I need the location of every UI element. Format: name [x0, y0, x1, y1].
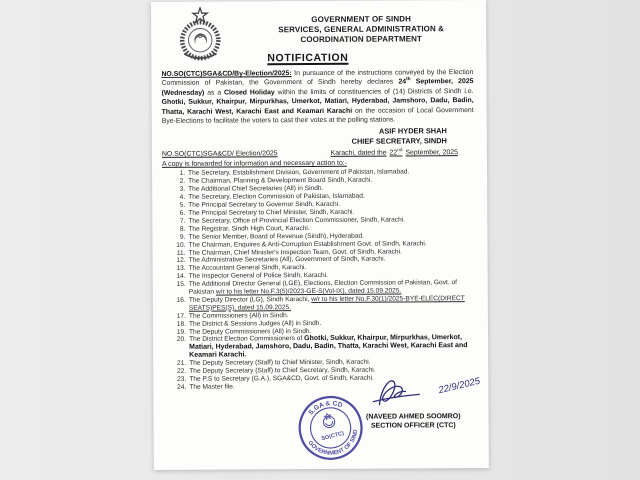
- list-item-text: The Commissioners (All) in Sindh.: [188, 311, 289, 320]
- svg-text:S.GA & CD: [306, 396, 345, 417]
- body-text-1: In pursuance of the instructions conveyed by the Election Commission of Pakistan, the Government of Sindh hereby declares: [161, 69, 474, 88]
- stamp-center-text: SO(CTC): [320, 430, 345, 443]
- list-item-text: The Registrar, Sindh High Court, Karachi.: [188, 224, 310, 233]
- distribution-list: [162, 168, 475, 391]
- signatory-name: ASIF HYDER SHAH: [379, 126, 447, 137]
- body-text-4: on the occasion of Local Government Bye-Elections to facilitate the voters to cast their votes at the polling stations.: [161, 106, 474, 125]
- list-item-text: The Additional Director General (LGE), Elections, Election Commission of Pakistan, Govt. of Pakistan: [188, 279, 458, 296]
- reference-dateline: [162, 148, 474, 159]
- dateline-day: 22nd: [389, 147, 403, 157]
- closed-holiday-text: Closed Holiday: [223, 89, 275, 97]
- list-item-text: w/r to his letter No.F.3(5)/2023-GE-S(Vol-IX), dated 15.09.2025.: [215, 287, 402, 296]
- body-text-2: as a: [204, 89, 225, 97]
- org-dept-line1: SERVICES, GENERAL ADMINISTRATION &: [278, 24, 445, 35]
- officer-block: [366, 412, 461, 431]
- notification-paragraph: [161, 68, 473, 126]
- list-item-text: The Principal Secretary to Governor Sindh, Karachi.: [188, 200, 340, 209]
- list-item-text: The District & Sessions Judges (All) in Sindh.: [188, 319, 322, 328]
- list-item-text: The P.S to Secretary (G.A.), SGA&CD, Govt. of Sindh, Karachi.: [189, 374, 374, 383]
- body-text-3: within the limits of constituencies of (14) Districts of Sindh i.e.: [274, 87, 474, 97]
- document-page: [151, 0, 489, 470]
- officer-title: SECTION OFFICER (CTC): [370, 422, 456, 430]
- list-item-text: The Accountant General Sindh, Karachi.: [188, 264, 307, 273]
- list-item-text: The District Election Commissioners of: [189, 335, 305, 344]
- distribution-list-item: [189, 295, 475, 313]
- list-item-text: The Additional Chief Secretaries (All) in Sindh.: [188, 185, 324, 194]
- list-item-text: The Deputy Director (LG), Sindh Karachi,: [188, 295, 312, 304]
- list-item-text: The Secretary, Establishment Division, Government of Pakistan, Islamabad.: [188, 168, 410, 178]
- list-item-text: w/r to his letter No.F.30(1)/2025-BYE-ELEC(DIRECT SEATS)PES(S), dated 15.09.2025.: [188, 295, 465, 312]
- list-item-text: The Secretary, Election Commission of Pakistan, Islamabad.: [188, 192, 365, 201]
- list-item-text: The Chairman, Planning & Development Board Sindh, Karachi.: [188, 176, 373, 186]
- list-item-text: The Chairman, Enquires & Anti-Corruption Establishment Govt. of Sindh, Karachi.: [188, 239, 427, 249]
- districts-list-text: Ghotki, Sukkur, Khairpur, Mirpurkhas, Umerkot, Matiari, Hyderabad, Jamshoro, Dadu, Badin, Thatta, Karachi West, Karachi East and Keamari Karachi: [161, 97, 474, 116]
- list-item-text: The Secretary, Office of Provincial Election Commissioner, Sindh, Karachi.: [188, 216, 406, 225]
- holiday-date: 24th September, 2025 (Wednesday): [161, 76, 474, 97]
- letterhead: [263, 14, 459, 45]
- org-name: GOVERNMENT OF SINDH: [311, 14, 411, 25]
- notification-title: NOTIFICATION: [267, 51, 349, 65]
- signatory-block: [162, 127, 447, 148]
- signature-date: 22/9/2025: [437, 375, 482, 397]
- stamp-top-text: S.GA & CD: [307, 400, 344, 417]
- copy-reference-number: NO.SO(CTC)SGA&CD/ Election/2025: [161, 150, 278, 159]
- list-item-text: The Senior Member, Board of Revenue (Sindh), Hyderabad.: [188, 232, 365, 241]
- list-item-text: The Chairman, Chief Minister's Inspection Team, Govt. of Sindh, Karachi.: [188, 247, 402, 257]
- dateline: Karachi, dated the 22nd September, 2025: [330, 147, 458, 158]
- org-dept-line2: COORDINATION DEPARTMENT: [300, 34, 423, 45]
- list-item-text: The Deputy Secretary (Staff) to Chief Minister, Sindh, Karachi.: [189, 358, 371, 367]
- list-item-text: Ghotki, Sukkur, Khairpur, Mirpurkhas, Umerkot, Matiari, Hyderabad, Jamshoro, Dadu, Badin, Thatta, Karachi West, Karachi East and Keamari Karachi.: [189, 334, 468, 360]
- signatory-title: CHIEF SECRETARY, SINDH: [351, 136, 447, 146]
- list-item-text: The Deputy Commissioners (All) in Sindh.: [188, 327, 312, 336]
- reference-number: NO.SO(CTC)SGA&CD/By-Election/2025:: [161, 70, 292, 78]
- sindh-crest-icon: [173, 7, 227, 65]
- officer-name: (NAVEED AHMED SOOMRO): [366, 413, 461, 421]
- list-item-text: The Master file.: [189, 383, 235, 391]
- list-item-text: The Principal Secretary to Chief Minister, Sindh, Karachi.: [188, 208, 355, 217]
- list-item-text: The Administrative Secretaries (All), Government of Sindh, Karachi.: [188, 255, 386, 265]
- stamp-bottom-text: GOVERNMENT OF SIND: [306, 429, 360, 457]
- distribution-list-item: [189, 279, 475, 297]
- list-item-text: The Inspector General of Police Sindh, Karachi.: [188, 272, 328, 280]
- list-item-text: The Deputy Secretary (Staff) to Chief Secretary, Sindh, Karachi.: [189, 366, 376, 375]
- distribution-list-item: [189, 334, 475, 359]
- document-body: [161, 68, 475, 392]
- copy-forward-line: A copy is forwarded for information and necessary action to:-: [161, 160, 348, 169]
